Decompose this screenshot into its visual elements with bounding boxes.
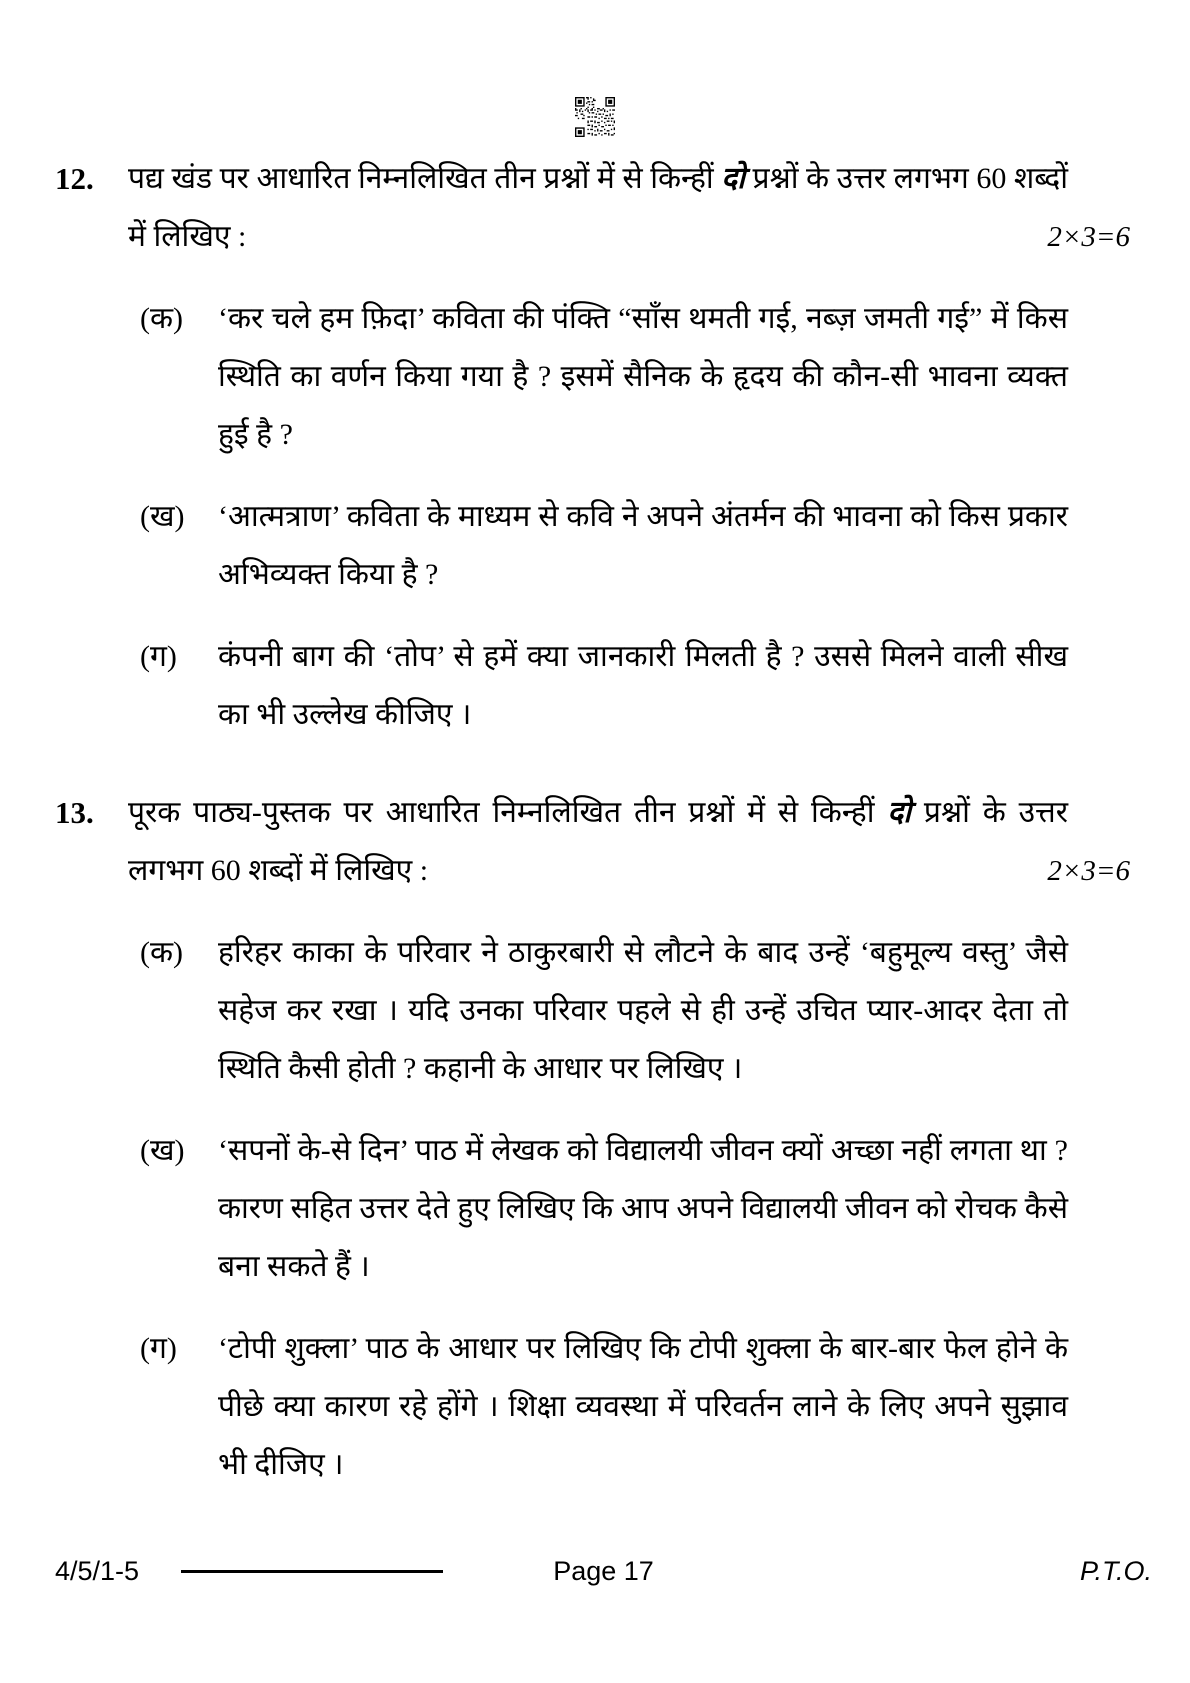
sub-question-label: (ग) — [140, 1332, 177, 1365]
sub-question-text: कंपनी बाग की ‘तोप’ से हमें क्या जानकारी मिलती है ? उससे मिलने वाली सीख का भी उल्लेख कीजिए । — [218, 640, 1068, 731]
question-12-marks: 2×3=6 — [1047, 221, 1130, 253]
sub-question-label: (ख) — [140, 500, 185, 533]
sub-question-13-kha — [128, 1122, 1130, 1296]
sub-question-label: (क) — [140, 302, 184, 335]
pto-label: P.T.O. — [1079, 1556, 1152, 1586]
page-footer — [55, 1556, 1152, 1587]
sub-question-text: ‘कर चले हम फ़िदा’ कविता की पंक्ति “साँस थमती गई, नब्ज़ जमती गई” में किस स्थिति का वर्णन किया गया है ? इसमें सैनिक के हृदय की कौन-सी भावना व्यक्त हुई है ? — [218, 302, 1068, 451]
sub-question-text: ‘टोपी शुक्ला’ पाठ के आधार पर लिखिए कि टोपी शुक्ला के बार-बार फेल होने के पीछे क्या कारण रहे होंगे । शिक्षा व्यवस्था में परिवर्तन लाने के लिए अपने सुझाव भी दीजिए । — [218, 1332, 1068, 1481]
footer-rule — [181, 1570, 443, 1573]
paper-code: 4/5/1-5 — [55, 1556, 140, 1586]
sub-question-12-ka — [128, 290, 1130, 464]
sub-question-label: (क) — [140, 936, 184, 969]
question-12 — [55, 150, 1130, 744]
question-12-intro-emphasis: दो — [721, 162, 745, 195]
sub-question-label: (ख) — [140, 1134, 185, 1167]
sub-question-text: ‘सपनों के-से दिन’ पाठ में लेखक को विद्यालयी जीवन क्यों अच्छा नहीं लगता था ? कारण सहित उत्तर देते हुए लिखिए कि आप अपने विद्यालयी जीवन को रोचक कैसे बना सकते हैं । — [218, 1134, 1068, 1283]
page-number: Page 17 — [553, 1556, 654, 1586]
qr-code-icon — [0, 95, 1190, 139]
question-12-intro-before: पद्य खंड पर आधारित निम्नलिखित तीन प्रश्नों में से किन्हीं — [128, 162, 722, 195]
question-12-intro-after: प्रश्नों के उत्तर लगभग 60 शब्दों में लिखिए : — [128, 162, 1068, 253]
question-13-intro-before: पूरक पाठ्य-पुस्तक पर आधारित निम्नलिखित तीन प्रश्नों में से किन्हीं — [128, 796, 888, 829]
question-12-number: 12. — [55, 161, 94, 196]
sub-question-13-ga — [128, 1320, 1130, 1494]
sub-question-text: ‘आत्मत्राण’ कविता के माध्यम से कवि ने अपने अंतर्मन की भावना को किस प्रकार अभिव्यक्त किया है ? — [218, 500, 1068, 591]
sub-question-13-ka — [128, 924, 1130, 1098]
page-content — [55, 150, 1130, 1494]
question-13-intro-after: प्रश्नों के उत्तर लगभग 60 शब्दों में लिखिए : — [128, 796, 1069, 887]
question-13 — [55, 784, 1130, 1494]
question-12-intro — [128, 150, 1068, 266]
question-13-intro-emphasis: दो — [887, 796, 912, 829]
question-13-number: 13. — [55, 795, 94, 830]
sub-question-text: हरिहर काका के परिवार ने ठाकुरबारी से लौटने के बाद उन्हें ‘बहुमूल्य वस्तु’ जैसे सहेज कर रखा । यदि उनका परिवार पहले से ही उन्हें उचित प्यार-आदर देता तो स्थिति कैसी होती ? कहानी के आधार पर लिखिए । — [218, 936, 1068, 1085]
sub-question-12-kha — [128, 488, 1130, 604]
question-13-marks: 2×3=6 — [1047, 855, 1130, 887]
question-13-intro — [128, 784, 1068, 900]
sub-question-12-ga — [128, 628, 1130, 744]
sub-question-label: (ग) — [140, 640, 177, 673]
